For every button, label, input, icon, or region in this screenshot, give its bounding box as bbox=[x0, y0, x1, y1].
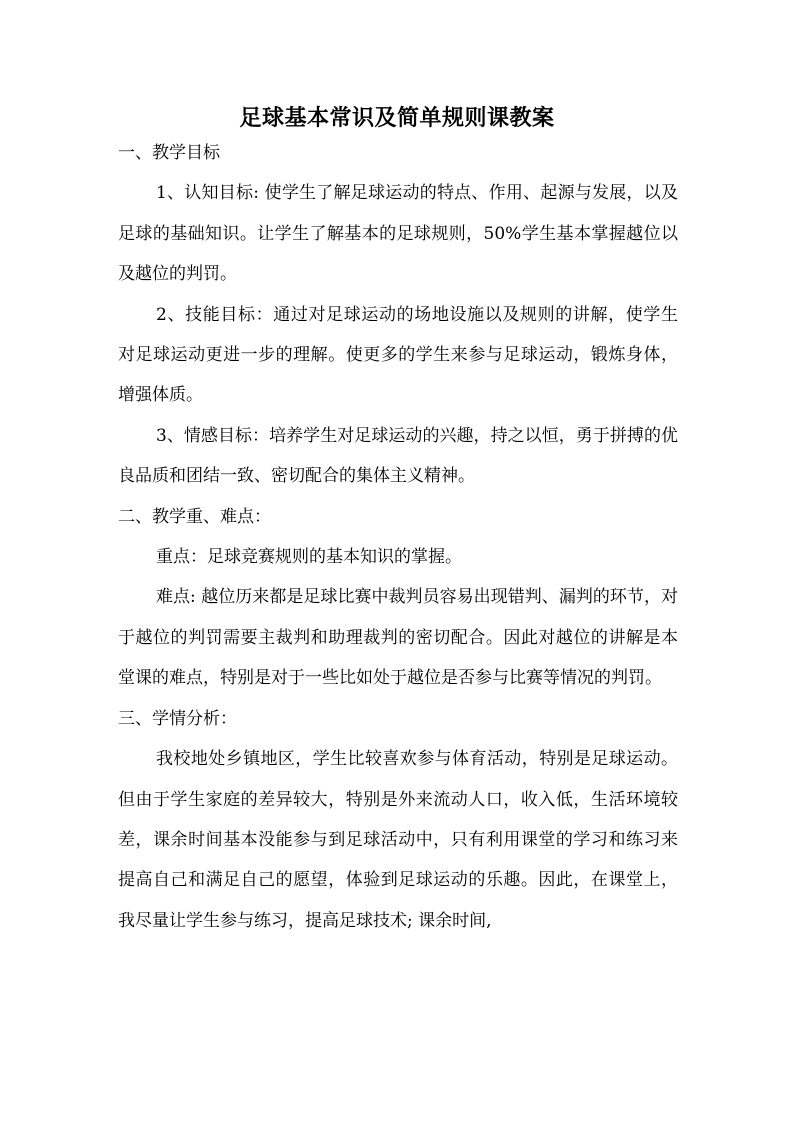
document-title: 足球基本常识及简单规则课教案 bbox=[239, 105, 555, 131]
section-heading-analysis: 三、学情分析： bbox=[118, 708, 237, 729]
paragraph-difficulty: 难点: 越位历来都是足球比赛中裁判员容易出现错判、漏判的环节，对于越位的判罚需要主裁判和助理裁判的密切配合。因此对越位的讲解是本堂课的难点，特别是对于一些比如处于越位是否参与比赛等情况的判罚。 bbox=[118, 587, 678, 689]
section-heading-key-points: 二、教学重、难点： bbox=[118, 506, 271, 527]
paragraph-student-analysis: 我校地处乡镇地区，学生比较喜欢参与体育活动，特别是足球运动。但由于学生家庭的差异较大，特别是外来流动人口，收入低，生活环境较差，课余时间基本没能参与到足球活动中，只有利用课堂的学习和练习来提高自己和满足自己的愿望，体验到足球运动的乐趣。因此，在课堂上，我尽量让学生参与练习，提高足球技术; 课余时间, bbox=[118, 749, 678, 931]
paragraph-key-point: 重点：足球竞赛规则的基本知识的掌握。 bbox=[156, 547, 462, 568]
section-heading-goals: 一、教学目标 bbox=[118, 143, 220, 163]
document-body bbox=[118, 133, 678, 941]
paragraph-cognitive-goal: 1、认知目标: 使学生了解足球运动的特点、作用、起源与发展，以及足球的基础知识。让学生了解基本的足球规则，50%学生基本掌握越位以及越位的判罚。 bbox=[118, 183, 678, 285]
paragraph-skill-goal: 2、技能目标：通过对足球运动的场地设施以及规则的讲解，使学生 对足球运动更进一步的理解。使更多的学生来参与足球运动，锻炼身体，增强体质。 bbox=[118, 304, 678, 406]
paragraph-emotional-goal: 3、情感目标：培养学生对足球运动的兴趣，持之以恒，勇于拼搏的优良品质和团结一致、密切配合的集体主义精神。 bbox=[118, 425, 678, 487]
